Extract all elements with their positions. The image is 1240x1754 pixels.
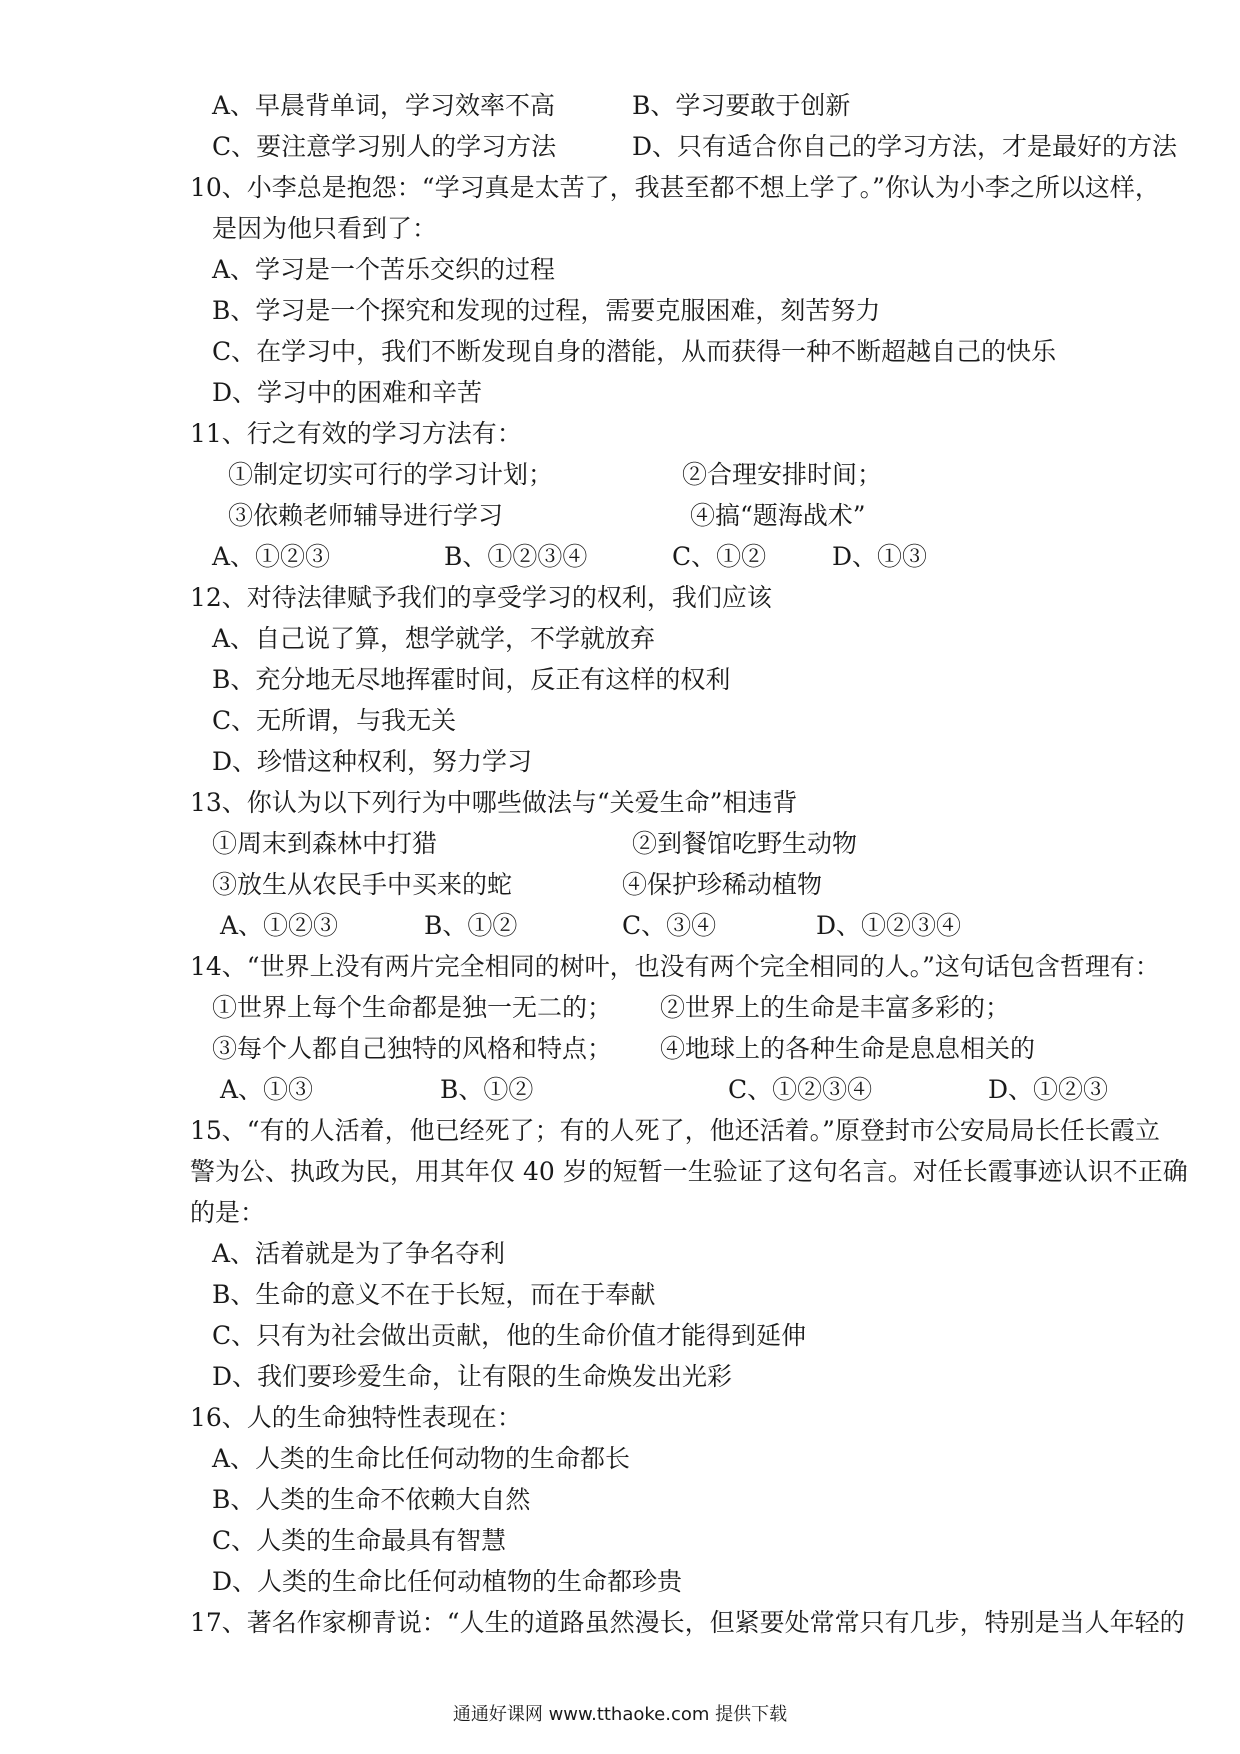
q13-option-a: A、①②③ [220,911,339,940]
q15-option-d: D、我们要珍爱生命，让有限的生命焕发出光彩 [212,1362,733,1391]
q13-statement-3: ③放生从农民手中买来的蛇 [212,870,513,899]
q9-option-a: A、早晨背单词，学习效率不高 [212,91,556,120]
q12-stem: 12、对待法律赋予我们的享受学习的权利，我们应该 [190,583,772,612]
q14-statement-3: ③每个人都自己独特的风格和特点； [212,1034,613,1063]
q10-stem-line1: 10、小李总是抱怨：“学习真是太苦了，我甚至都不想上学了。”你认为小李之所以这样， [190,173,1160,202]
q13-option-d: D、①②③④ [816,911,962,940]
q9-option-c: C、要注意学习别人的学习方法 [212,132,557,161]
q11-statement-2: ②合理安排时间； [682,460,883,489]
page-footer: 通通好课网 www.tthaoke.com 提供下载 [452,1704,788,1725]
q14-statement-4: ④地球上的各种生命是息息相关的 [660,1034,1036,1063]
q12-option-c: C、无所谓，与我无关 [212,706,457,735]
q17-stem-line1: 17、著名作家柳青说：“人生的道路虽然漫长，但紧要处常常只有几步，特别是当人年轻的 [190,1608,1185,1637]
q16-option-a: A、人类的生命比任何动物的生命都长 [212,1444,631,1473]
q16-option-b: B、人类的生命不依赖大自然 [212,1485,531,1514]
q15-option-c: C、只有为社会做出贡献，他的生命价值才能得到延伸 [212,1321,807,1350]
q11-statement-1: ①制定切实可行的学习计划； [228,460,554,489]
q13-statement-1: ①周末到森林中打猎 [212,829,438,858]
q14-statement-2: ②世界上的生命是丰富多彩的； [660,993,1011,1022]
q14-option-c: C、①②③④ [728,1075,873,1104]
q10-stem-line2: 是因为他只看到了： [212,214,438,243]
q13-statement-2: ②到餐馆吃野生动物 [632,829,858,858]
q15-option-b: B、生命的意义不在于长短，而在于奉献 [212,1280,656,1309]
q11-option-c: C、①② [672,542,767,571]
q12-option-a: A、自己说了算，想学就学，不学就放弃 [212,624,656,653]
q15-stem-line1: 15、“有的人活着，他已经死了；有的人死了，他还活着。”原登封市公安局局长任长霞立 [190,1116,1160,1145]
q13-statement-4: ④保护珍稀动植物 [622,870,823,899]
q14-option-d: D、①②③ [988,1075,1109,1104]
q11-statement-4: ④搞“题海战术” [690,501,866,530]
q11-option-a: A、①②③ [212,542,331,571]
q11-option-d: D、①③ [832,542,928,571]
q10-option-a: A、学习是一个苦乐交织的过程 [212,255,556,284]
q15-stem-line2: 警为公、执政为民，用其年仅 40 岁的短暂一生验证了这句名言。对任长霞事迹认识不正确 [190,1157,1188,1186]
q10-option-b: B、学习是一个探究和发现的过程，需要克服困难，刻苦努力 [212,296,881,325]
q9-option-d: D、只有适合你自己的学习方法，才是最好的方法 [632,132,1178,161]
q14-option-a: A、①③ [220,1075,314,1104]
q12-option-d: D、珍惜这种权利，努力学习 [212,747,533,776]
q9-option-b: B、学习要敢于创新 [632,91,851,120]
q16-option-c: C、人类的生命最具有智慧 [212,1526,507,1555]
q14-stem: 14、“世界上没有两片完全相同的树叶，也没有两个完全相同的人。”这句话包含哲理有： [190,952,1160,981]
q14-statement-1: ①世界上每个生命都是独一无二的； [212,993,613,1022]
q13-option-b: B、①② [424,911,518,940]
q16-stem: 16、人的生命独特性表现在： [190,1403,522,1432]
q13-stem: 13、你认为以下列行为中哪些做法与“关爱生命”相违背 [190,788,798,817]
q11-statement-3: ③依赖老师辅导进行学习 [228,501,504,530]
q15-option-a: A、活着就是为了争名夺利 [212,1239,506,1268]
q10-option-c: C、在学习中，我们不断发现自身的潜能，从而获得一种不断超越自己的快乐 [212,337,1057,366]
q11-stem: 11、行之有效的学习方法有： [190,419,522,448]
q12-option-b: B、充分地无尽地挥霍时间，反正有这样的权利 [212,665,731,694]
q14-option-b: B、①② [440,1075,534,1104]
q13-option-c: C、③④ [622,911,717,940]
q11-option-b: B、①②③④ [444,542,588,571]
q10-option-d: D、学习中的困难和辛苦 [212,378,483,407]
q15-stem-line3: 的是： [190,1198,266,1227]
q16-option-d: D、人类的生命比任何动植物的生命都珍贵 [212,1567,683,1596]
